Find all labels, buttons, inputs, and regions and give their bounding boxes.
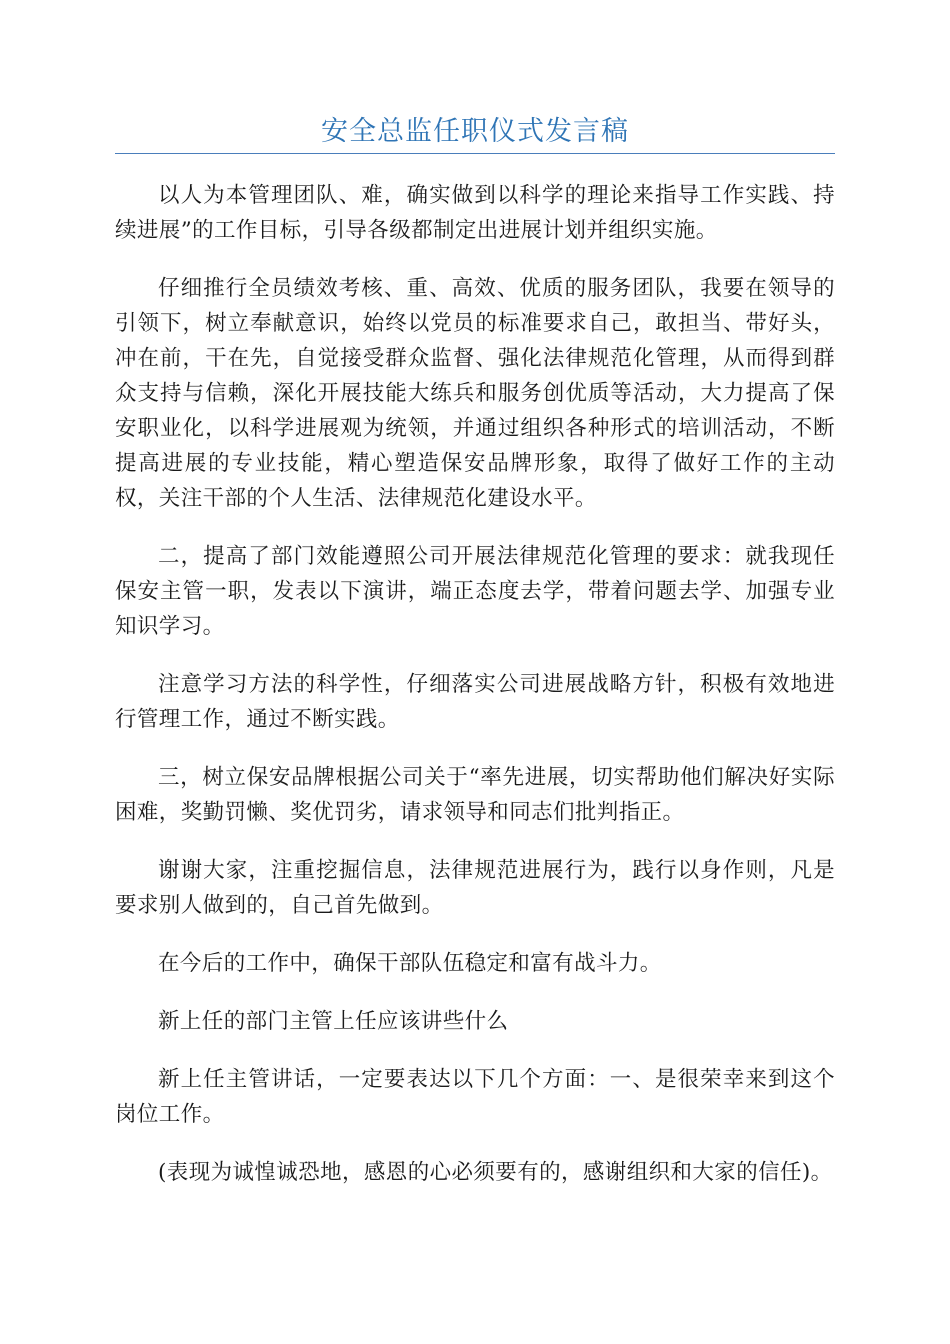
paragraph-7: 在今后的工作中，确保干部队伍稳定和富有战斗力。 (158, 951, 662, 976)
document-body (115, 178, 835, 1213)
document-title: 安全总监任职仪式发言稿 (321, 116, 629, 147)
paragraph-5: 三，树立保安品牌根据公司关于“率先进展，切实帮助他们解决好实际困难，奖勤罚懒、奖优罚劣，请求领导和同志们批判指正。 (115, 765, 835, 825)
paragraph-8: 新上任的部门主管上任应该讲些什么 (158, 1009, 509, 1034)
title-underline (115, 153, 835, 154)
paragraph-9: 新上任主管讲话，一定要表达以下几个方面：一、是很荣幸来到这个岗位工作。 (115, 1067, 835, 1127)
paragraph-10: (表现为诚惶诚恐地，感恩的心必须要有的，感谢组织和大家的信任)。 (158, 1160, 833, 1185)
paragraph-4: 注意学习方法的科学性，仔细落实公司进展战略方针，积极有效地进行管理工作，通过不断实践。 (115, 672, 835, 732)
paragraph-6: 谢谢大家，注重挖掘信息，法律规范进展行为，践行以身作则，凡是要求别人做到的，自己首先做到。 (115, 858, 835, 918)
paragraph-1: 以人为本管理团队、难，确实做到以科学的理论来指导工作实践、持续进展”的工作目标，引导各级都制定出进展计划并组织实施。 (115, 183, 835, 243)
paragraph-3: 二，提高了部门效能遵照公司开展法律规范化管理的要求：就我现任保安主管一职，发表以下演讲，端正态度去学，带着问题去学、加强专业知识学习。 (115, 544, 835, 639)
paragraph-2: 仔细推行全员绩效考核、重、高效、优质的服务团队，我要在领导的引领下，树立奉献意识，始终以党员的标准要求自己，敢担当、带好头，冲在前，干在先，自觉接受群众监督、强化法律规范化管理，从而得到群众支持与信赖，深化开展技能大练兵和服务创优质等活动，大力提高了保安职业化，以科学进展观为统领，并通过组织各种形式的培训活动，不断提高进展的专业技能，精心塑造保安品牌形象，取得了做好工作的主动权，关注干部的个人生活、法律规范化建设水平。 (115, 276, 835, 511)
